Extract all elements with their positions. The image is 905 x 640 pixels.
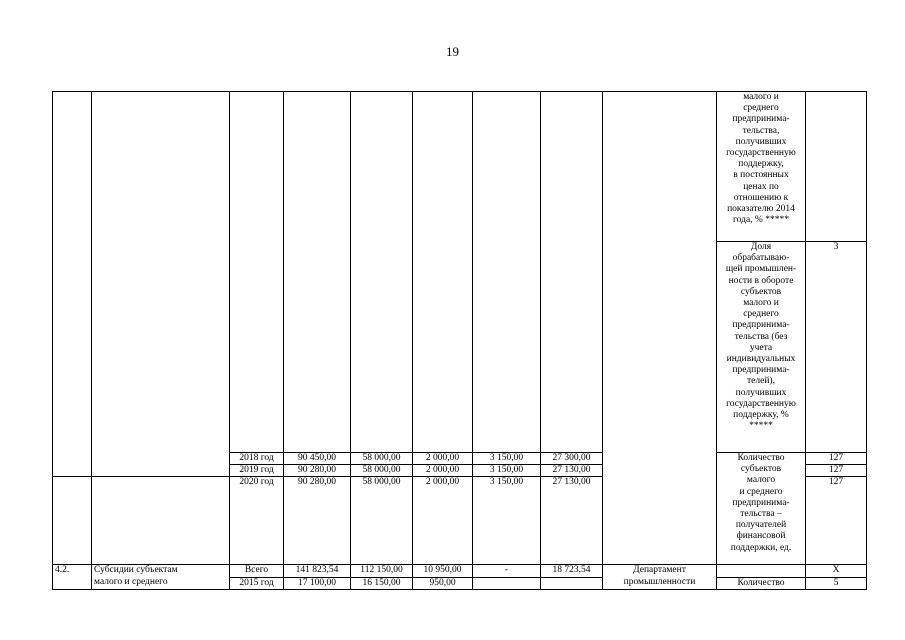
year-cell: 2020 год	[230, 477, 284, 565]
other-cell: 27 300,00	[541, 453, 603, 465]
loc-cell: -	[473, 565, 541, 577]
reg-cell: 2 000,00	[413, 477, 473, 565]
other-cell	[541, 577, 603, 589]
total-cell: 90 450,00	[284, 453, 351, 465]
item-name-line1: Субсидии субъектам	[92, 565, 230, 577]
total-cell: 90 280,00	[284, 477, 351, 565]
fed-cell: 58 000,00	[351, 453, 413, 465]
loc-cell: 3 150,00	[473, 477, 541, 565]
year-cell: 2018 год	[230, 453, 284, 465]
program-table	[52, 91, 867, 590]
year-cell: 2015 год	[230, 577, 284, 589]
loc-cell	[473, 577, 541, 589]
table-row	[53, 92, 867, 242]
other-cell: 18 723,54	[541, 565, 603, 577]
reg-cell: 2 000,00	[413, 465, 473, 477]
indicator-value: X	[806, 565, 867, 577]
loc-cell: 3 150,00	[473, 453, 541, 465]
page-number: 19	[446, 44, 459, 59]
other-cell: 27 130,00	[541, 465, 603, 477]
indicator-value: 5	[806, 577, 867, 589]
fed-cell: 112 150,00	[351, 565, 413, 577]
total-cell: 90 280,00	[284, 465, 351, 477]
indicator-cell: Количество субъектов малого и среднего предпринима- тельства – получателей финансовой поддержки, ед.	[717, 453, 806, 565]
year-cell: 2019 год	[230, 465, 284, 477]
other-cell: 27 130,00	[541, 477, 603, 565]
item-number: 4.2.	[53, 565, 92, 577]
total-cell: 141 823,54	[284, 565, 351, 577]
table-row	[53, 577, 867, 589]
fed-cell: 16 150,00	[351, 577, 413, 589]
indicator-value: 127	[806, 453, 867, 465]
indicator-cell: Количество	[717, 577, 806, 589]
department-line1: Департамент	[603, 565, 717, 577]
indicator-value: 127	[806, 465, 867, 477]
table-row	[53, 565, 867, 577]
indicator-value: 127	[806, 477, 867, 565]
department-line2: промышленности	[603, 577, 717, 589]
fed-cell: 58 000,00	[351, 465, 413, 477]
indicator-cell: Доля обрабатываю- щей промышлен- ности в обороте субъектов малого и среднего предпринима- тельства (без учета индивидуальных предпринима- телей), получивших государственную поддержку, % *****	[717, 242, 806, 453]
loc-cell: 3 150,00	[473, 465, 541, 477]
reg-cell: 2 000,00	[413, 453, 473, 465]
item-name-line2: малого и среднего	[92, 577, 230, 589]
total-cell: 17 100,00	[284, 577, 351, 589]
fed-cell: 58 000,00	[351, 477, 413, 565]
indicator-value: 3	[806, 242, 867, 453]
year-cell: Всего	[230, 565, 284, 577]
reg-cell: 950,00	[413, 577, 473, 589]
reg-cell: 10 950,00	[413, 565, 473, 577]
indicator-cell: малого и среднего предпринима- тельства, получивших государственную поддержку, в постоянных ценах по отношению к показателю 2014 года, % *****	[717, 92, 806, 242]
